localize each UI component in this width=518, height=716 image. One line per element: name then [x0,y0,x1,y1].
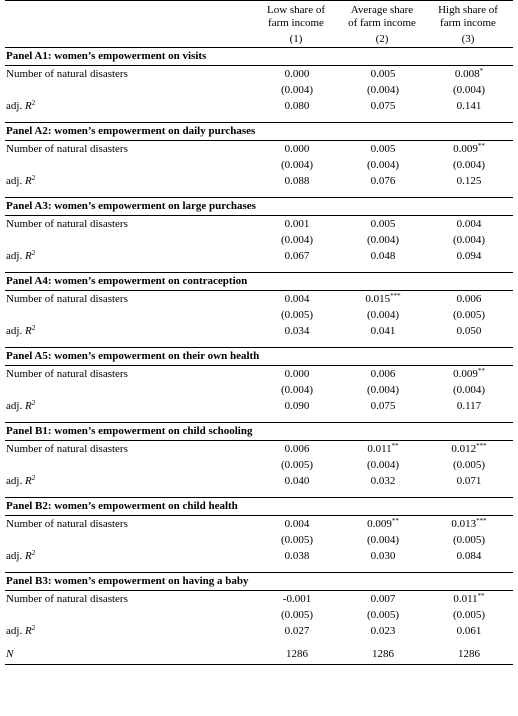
panel-divider [5,114,513,123]
coef-value: 0.005 [370,68,396,80]
row-label: Number of natural disasters [6,218,128,230]
r2-cell: 0.048 [370,250,396,262]
se-cell: (0.005) [452,459,486,471]
se-cell: (0.004) [452,159,486,171]
r2-cell: 0.076 [370,175,396,187]
coef-value: 0.000 [284,368,310,380]
coef-cell [340,516,426,532]
panel-divider [5,414,513,423]
row-label: Number of natural disasters [6,593,128,605]
n-value: 1286 [372,648,394,660]
r2-row [5,623,513,639]
r2-cell: 0.067 [284,250,310,262]
significance-stars: * [479,67,484,75]
coef-cell [426,291,512,307]
coef-cell [254,516,340,532]
se-cell: (0.004) [366,159,400,171]
n-row [5,644,513,664]
column-numbers [5,31,513,48]
adj-r2-label: adj. $R^2$ [6,549,36,562]
r2-row [5,398,513,414]
n-value: 1286 [286,648,308,660]
significance-stars: ** [391,442,399,450]
r2-cell: 0.075 [370,400,396,412]
coef-value: 0.006 [370,368,396,380]
column-header-3: High share of farm income [438,4,498,29]
se-cell: (0.004) [452,84,486,96]
panel-divider [5,489,513,498]
coef-cell [340,366,426,382]
panel-title: Panel A2: women’s empowerment on daily purchases [5,123,513,141]
coef-row [5,291,513,307]
se-cell: (0.004) [366,534,400,546]
significance-stars: *** [476,442,487,450]
column-header-2: Average share of farm income [348,4,416,29]
r2-cell: 0.075 [370,100,396,112]
r2-cell: 0.084 [456,550,482,562]
coef-row [5,66,513,82]
coef-value: 0.015 [365,293,391,305]
coef-row [5,366,513,382]
se-row [5,307,513,323]
r2-cell: 0.090 [284,400,310,412]
r2-row [5,323,513,339]
adj-r2-label: adj. $R^2$ [6,399,36,412]
coef-row [5,516,513,532]
coef-cell [426,66,512,82]
se-row [5,82,513,98]
row-label: Number of natural disasters [6,143,128,155]
coef-row [5,441,513,457]
coef-value: 0.000 [284,143,310,155]
se-cell: (0.004) [280,384,314,396]
r2-row [5,98,513,114]
coef-cell [254,441,340,457]
r2-cell: 0.040 [284,475,310,487]
coef-value: 0.013 [451,518,477,530]
se-cell: (0.005) [280,459,314,471]
se-cell: (0.004) [280,159,314,171]
coef-cell [340,591,426,607]
significance-stars: *** [476,517,487,525]
regression-table [5,0,513,665]
coef-cell [254,216,340,232]
se-row [5,232,513,248]
panel-title: Panel A4: women’s empowerment on contraception [5,273,513,291]
panel-divider [5,564,513,573]
coef-value: 0.012 [451,443,477,455]
coef-value: 0.006 [456,293,482,305]
panel-title: Panel B1: women’s empowerment on child schooling [5,423,513,441]
se-cell: (0.005) [280,609,314,621]
significance-stars: *** [390,292,401,300]
r2-cell: 0.030 [370,550,396,562]
se-cell: (0.004) [280,234,314,246]
coef-value: 0.004 [284,518,310,530]
column-number: (1) [289,32,303,45]
se-cell: (0.005) [452,609,486,621]
row-label: Number of natural disasters [6,68,128,80]
coef-value: 0.011 [367,443,392,455]
coef-value: 0.008 [454,68,480,80]
se-cell: (0.004) [280,84,314,96]
significance-stars: ** [477,592,485,600]
panel-title: Panel A3: women’s empowerment on large purchases [5,198,513,216]
adj-r2-label: adj. $R^2$ [6,249,36,262]
r2-cell: 0.023 [370,625,396,637]
se-cell: (0.004) [366,309,400,321]
se-cell: (0.004) [366,84,400,96]
se-cell: (0.004) [366,384,400,396]
coef-value: 0.009 [453,368,478,380]
coef-row [5,216,513,232]
r2-row [5,548,513,564]
coef-cell [340,141,426,157]
coef-value: 0.004 [284,293,310,305]
r2-cell: 0.094 [456,250,482,262]
se-cell: (0.005) [452,309,486,321]
r2-cell: 0.041 [370,325,396,337]
adj-r2-label: adj. $R^2$ [6,174,36,187]
coef-value: 0.005 [370,218,396,230]
coef-cell [254,366,340,382]
se-row [5,157,513,173]
r2-cell: 0.071 [456,475,482,487]
se-cell: (0.005) [366,609,400,621]
coef-value: 0.005 [370,143,396,155]
panel-title: Panel A5: women’s empowerment on their own health [5,348,513,366]
coef-cell [426,216,512,232]
se-row [5,382,513,398]
column-header-1: Low share of farm income [266,4,326,29]
r2-cell: 0.141 [456,100,482,112]
coef-cell [426,141,512,157]
coef-row [5,141,513,157]
r2-cell: 0.117 [456,400,482,412]
r2-row [5,173,513,189]
adj-r2-label: adj. $R^2$ [6,324,36,337]
se-cell: (0.005) [452,534,486,546]
row-label: Number of natural disasters [6,518,128,530]
se-row [5,457,513,473]
column-number: (2) [375,32,389,45]
significance-stars: ** [391,517,399,525]
coef-cell [254,141,340,157]
adj-r2-label: adj. $R^2$ [6,99,36,112]
row-label: Number of natural disasters [6,293,128,305]
se-row [5,532,513,548]
r2-cell: 0.034 [284,325,310,337]
significance-stars: ** [477,367,485,375]
coef-value: 0.006 [284,443,310,455]
coef-cell [426,591,512,607]
coef-cell [340,441,426,457]
se-cell: (0.004) [452,384,486,396]
coef-cell [426,366,512,382]
r2-cell: 0.032 [370,475,396,487]
panel-title: Panel B3: women’s empowerment on having a baby [5,573,513,591]
coef-cell [426,441,512,457]
n-value: 1286 [458,648,480,660]
coef-value: 0.009 [453,143,478,155]
se-cell: (0.005) [280,309,314,321]
coef-row [5,591,513,607]
adj-r2-label: adj. $R^2$ [6,474,36,487]
r2-cell: 0.088 [284,175,310,187]
panel-divider [5,264,513,273]
coef-value: 0.009 [367,518,392,530]
se-cell: (0.004) [452,234,486,246]
panels-container [5,48,513,644]
significance-stars: ** [477,142,485,150]
se-cell: (0.004) [366,459,400,471]
coef-value: -0.001 [282,593,312,605]
coef-cell [340,291,426,307]
panel-divider [5,339,513,348]
coef-cell [426,516,512,532]
panel-title: Panel B2: women’s empowerment on child health [5,498,513,516]
r2-cell: 0.125 [456,175,482,187]
r2-cell: 0.061 [456,625,482,637]
r2-cell: 0.027 [284,625,310,637]
coef-cell [254,291,340,307]
se-cell: (0.005) [280,534,314,546]
se-row [5,607,513,623]
coef-cell [340,216,426,232]
row-label: Number of natural disasters [6,443,128,455]
panel-divider [5,189,513,198]
r2-cell: 0.038 [284,550,310,562]
r2-cell: 0.080 [284,100,310,112]
n-label: N [6,648,14,660]
column-number: (3) [461,32,475,45]
r2-row [5,248,513,264]
coef-value: 0.007 [370,593,396,605]
coef-cell [340,66,426,82]
coef-value: 0.011 [453,593,478,605]
column-header [5,1,513,31]
adj-r2-label: adj. $R^2$ [6,624,36,637]
panel-title: Panel A1: women’s empowerment on visits [5,48,513,66]
coef-cell [254,591,340,607]
r2-row [5,473,513,489]
r2-cell: 0.050 [456,325,482,337]
row-label: Number of natural disasters [6,368,128,380]
coef-value: 0.004 [456,218,482,230]
coef-cell [254,66,340,82]
coef-value: 0.001 [284,218,310,230]
se-cell: (0.004) [366,234,400,246]
coef-value: 0.000 [284,68,310,80]
